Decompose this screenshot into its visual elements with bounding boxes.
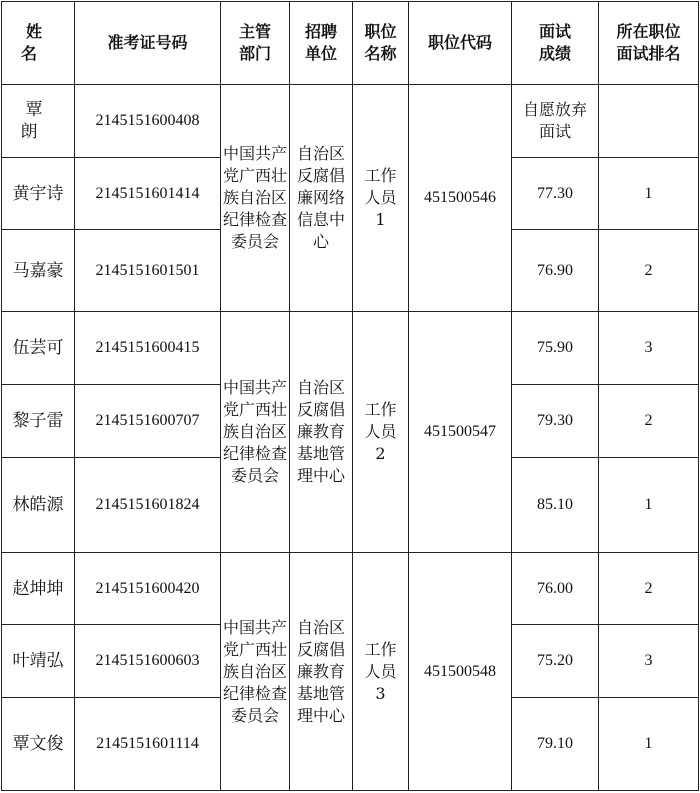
candidate-name: 覃文俊 (2, 698, 75, 791)
header-dept: 主管 部门 (221, 2, 290, 85)
header-exam-no: 准考证号码 (75, 2, 221, 85)
interview-score: 77.30 (512, 158, 599, 230)
header-unit: 招聘 单位 (290, 2, 353, 85)
interview-score: 75.20 (512, 625, 599, 698)
department: 中国共产党广西壮族自治区纪律检查委员会 (221, 553, 290, 791)
header-row (2, 2, 699, 85)
interview-score: 79.30 (512, 385, 599, 458)
header-score: 面试 成绩 (512, 2, 599, 85)
exam-number: 2145151600420 (75, 553, 221, 625)
candidate-name: 黎子雷 (2, 385, 75, 458)
exam-number: 2145151601414 (75, 158, 221, 230)
header-rank: 所在职位 面试排名 (599, 2, 699, 85)
candidate-name: 马嘉豪 (2, 230, 75, 312)
exam-number: 2145151600707 (75, 385, 221, 458)
position-rank: 2 (599, 230, 699, 312)
position-name: 工作人员2 (353, 312, 409, 553)
position-rank (599, 85, 699, 158)
position-name: 工作人员3 (353, 553, 409, 791)
hiring-unit: 自治区反腐倡廉网络信息中心 (290, 85, 353, 312)
hiring-unit: 自治区反腐倡廉教育基地管理中心 (290, 312, 353, 553)
exam-number: 2145151600408 (75, 85, 221, 158)
table-row (2, 85, 699, 158)
candidate-name: 赵坤坤 (2, 553, 75, 625)
exam-number: 2145151600415 (75, 312, 221, 385)
position-rank: 3 (599, 625, 699, 698)
interview-score: 76.90 (512, 230, 599, 312)
candidate-name: 覃朗 (2, 85, 75, 158)
candidate-name: 林皓源 (2, 458, 75, 553)
interview-results-table (1, 1, 699, 791)
position-name: 工作人员1 (353, 85, 409, 312)
position-rank: 3 (599, 312, 699, 385)
header-name: 姓名 (2, 2, 75, 85)
position-code: 451500546 (409, 85, 512, 312)
table-row (2, 312, 699, 385)
position-rank: 2 (599, 553, 699, 625)
interview-score: 自愿放弃面试 (512, 85, 599, 158)
candidate-name: 黄宇诗 (2, 158, 75, 230)
candidate-name: 叶靖弘 (2, 625, 75, 698)
position-code: 451500548 (409, 553, 512, 791)
department: 中国共产党广西壮族自治区纪律检查委员会 (221, 85, 290, 312)
candidate-name: 伍芸可 (2, 312, 75, 385)
interview-score: 76.00 (512, 553, 599, 625)
exam-number: 2145151601501 (75, 230, 221, 312)
interview-score: 85.10 (512, 458, 599, 553)
exam-number: 2145151600603 (75, 625, 221, 698)
position-rank: 2 (599, 385, 699, 458)
interview-score: 79.10 (512, 698, 599, 791)
interview-score: 75.90 (512, 312, 599, 385)
exam-number: 2145151601824 (75, 458, 221, 553)
position-rank: 1 (599, 158, 699, 230)
position-code: 451500547 (409, 312, 512, 553)
hiring-unit: 自治区反腐倡廉教育基地管理中心 (290, 553, 353, 791)
header-code: 职位代码 (409, 2, 512, 85)
header-position: 职位 名称 (353, 2, 409, 85)
exam-number: 2145151601114 (75, 698, 221, 791)
position-rank: 1 (599, 698, 699, 791)
position-rank: 1 (599, 458, 699, 553)
table-row (2, 553, 699, 625)
department: 中国共产党广西壮族自治区纪律检查委员会 (221, 312, 290, 553)
